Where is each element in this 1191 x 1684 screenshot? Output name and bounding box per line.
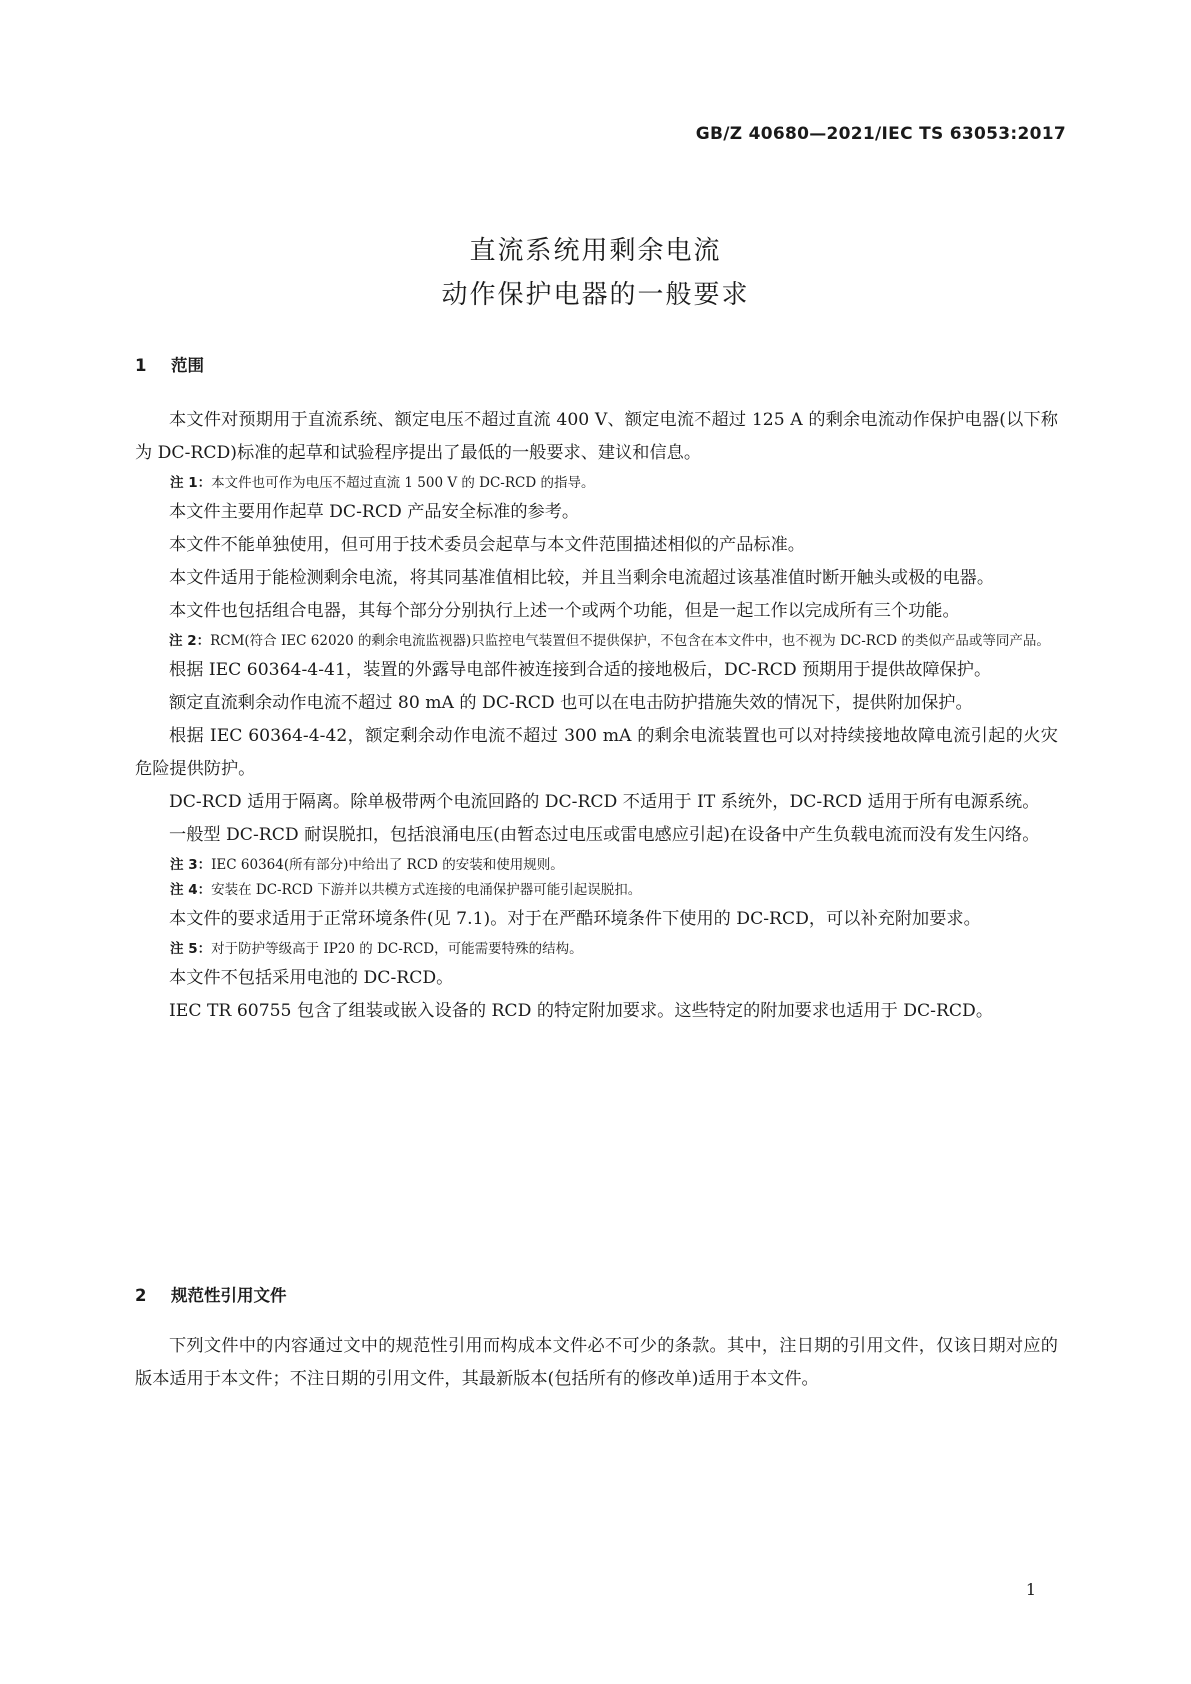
- section-2-title: 规范性引用文件: [171, 1286, 287, 1305]
- note-label: 注 3：: [170, 857, 212, 873]
- document-title-line-2: 动作保护电器的一般要求: [441, 280, 750, 310]
- note-5: [135, 938, 1058, 961]
- paragraph: 本文件不能单独使用，但可用于技术委员会起草与本文件范围描述相似的产品标准。: [169, 535, 805, 555]
- paragraph: 本文件适用于能检测剩余电流，将其同基准值相比较，并且当剩余电流超过该基准值时断开触头或极的电器。: [169, 568, 995, 588]
- note-label: 注 4：: [170, 882, 212, 898]
- section-2-number: 2: [135, 1286, 147, 1305]
- section-2-heading: [135, 1282, 287, 1306]
- paragraph: DC-RCD 适用于隔离。除单极带两个电流回路的 DC-RCD 不适用于 IT 系统外，DC-RCD 适用于所有电源系统。: [169, 792, 1040, 812]
- note-text: IEC 60364(所有部分)中给出了 RCD 的安装和使用规则。: [211, 857, 564, 873]
- paragraph: IEC TR 60755 包含了组装或嵌入设备的 RCD 的特定附加要求。这些特定的附加要求也适用于 DC-RCD。: [169, 1001, 994, 1021]
- note-2: [135, 630, 1058, 653]
- note-text: RCM(符合 IEC 62020 的剩余电流监视器)只监控电气装置但不提供保护，不包含在本文件中，也不视为 DC-RCD 的类似产品或等同产品。: [210, 633, 1050, 649]
- paragraph: 本文件的要求适用于正常环境条件(见 7.1)。对于在严酷环境条件下使用的 DC-RCD，可以补充附加要求。: [169, 909, 981, 929]
- note-3: [135, 854, 1058, 877]
- paragraph: 下列文件中的内容通过文中的规范性引用而构成本文件必不可少的条款。其中，注日期的引用文件，仅该日期对应的版本适用于本文件；不注日期的引用文件，其最新版本(包括所有的修改单)适用于本文件。: [135, 1336, 1058, 1389]
- note-label: 注 1：: [170, 475, 212, 491]
- section-2-body: [135, 1330, 1058, 1396]
- section-1-heading: [135, 352, 204, 376]
- paragraph: 一般型 DC-RCD 耐误脱扣，包括浪涌电压(由暂态过电压或雷电感应引起)在设备中产生负载电流而没有发生闪络。: [169, 825, 1040, 845]
- section-1-number: 1: [135, 356, 147, 375]
- paragraph: 额定直流剩余动作电流不超过 80 mA 的 DC-RCD 也可以在电击防护措施失效的情况下，提供附加保护。: [169, 693, 973, 713]
- paragraph: 本文件也包括组合电器，其每个部分分别执行上述一个或两个功能，但是一起工作以完成所有三个功能。: [169, 601, 960, 621]
- note-text: 本文件也可作为电压不超过直流 1 500 V 的 DC-RCD 的指导。: [211, 475, 595, 491]
- standard-code: GB/Z 40680—2021/IEC TS 63053:2017: [695, 124, 1066, 144]
- page-number: 1: [1025, 1580, 1036, 1599]
- paragraph: 本文件对预期用于直流系统、额定电压不超过直流 400 V、额定电流不超过 125 A 的剩余电流动作保护电器(以下称为 DC-RCD)标准的起草和试验程序提出了最低的一般要求、建议和信息。: [135, 410, 1058, 463]
- note-label: 注 5：: [170, 941, 212, 957]
- paragraph: 本文件不包括采用电池的 DC-RCD。: [169, 968, 454, 988]
- note-4: [135, 879, 1058, 902]
- section-1-title: 范围: [171, 356, 204, 375]
- note-1: [135, 472, 1058, 495]
- note-text: 安装在 DC-RCD 下游并以共模方式连接的电涌保护器可能引起误脱扣。: [211, 882, 642, 898]
- document-title-line-1: 直流系统用剩余电流: [469, 236, 722, 266]
- paragraph: 根据 IEC 60364-4-42，额定剩余动作电流不超过 300 mA 的剩余电流装置也可以对持续接地故障电流引起的火灾危险提供防护。: [135, 726, 1058, 779]
- note-label: 注 2：: [169, 633, 211, 649]
- paragraph: 根据 IEC 60364-4-41，装置的外露导电部件被连接到合适的接地极后，DC-RCD 预期用于提供故障保护。: [169, 660, 992, 680]
- section-1-body: [135, 404, 1058, 1028]
- note-text: 对于防护等级高于 IP20 的 DC-RCD，可能需要特殊的结构。: [211, 941, 583, 957]
- paragraph: 本文件主要用作起草 DC-RCD 产品安全标准的参考。: [169, 502, 580, 522]
